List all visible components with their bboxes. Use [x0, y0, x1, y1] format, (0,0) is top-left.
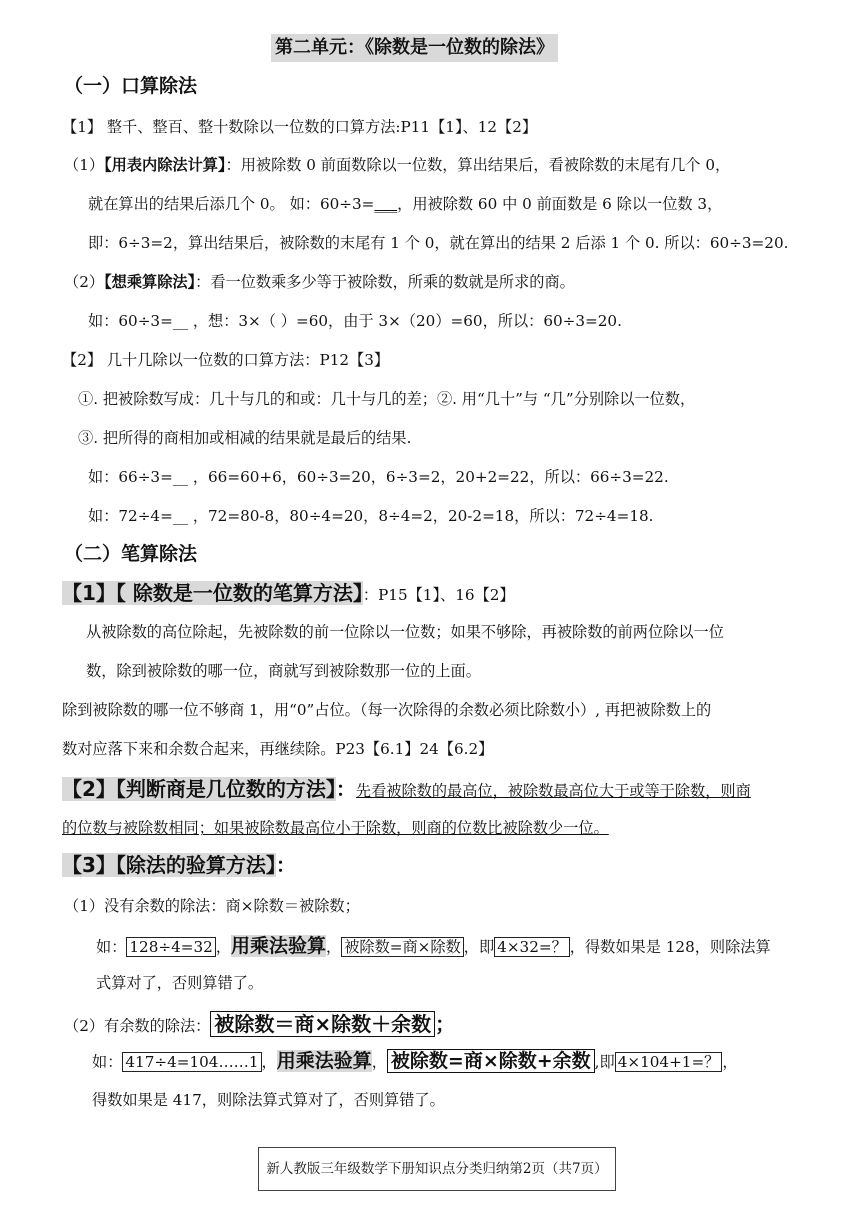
paragraph-line: 除到被除数的哪一位不够商 1，用“0”占位。（每一次除得的余数必须比除数小）, 再把被除数上的 [62, 701, 712, 719]
text: （2） [64, 273, 105, 291]
rule-1-heading: 【1】 整千、整百、整十数除以一位数的口算方法:P11【1】、12【2】 [62, 118, 538, 136]
quotient-digits-heading [62, 776, 751, 804]
case-1-line: （1）没有余数的除法：商×除数＝被除数； [64, 897, 360, 915]
boxed-equation: 4×32=？ [494, 937, 570, 957]
method-2-line [64, 272, 575, 292]
underlined-text: 的位数与被除数相同；如果被除数最高位小于除数，则商的位数比被除数少一位。 [62, 819, 609, 837]
boxed-formula: 被除数=商×除数+余数 [387, 1049, 595, 1073]
step-line: ①. 把被除数写成：几十与几的和或：几十与几的差；②. 用“几十”与 “几”分别除以一位数， [78, 390, 696, 408]
text: ，得数如果是 128，则除法算 [569, 938, 771, 956]
example-line: 如：72÷4=__ ，72=80-8，80÷4=20，8÷4=2，20-2=18，所以：72÷4=18. [88, 507, 654, 525]
boxed-equation: 4×104+1=？ [615, 1052, 723, 1072]
page-title: 第二单元：《除数是一位数的除法》 [271, 34, 558, 62]
paragraph-line: 式算对了，否则算错了。 [96, 974, 264, 992]
case-2-line [64, 1010, 455, 1040]
method-1-line [64, 155, 730, 175]
text: 如： [96, 938, 127, 956]
written-method-label: 【1】【 除数是一位数的笔算方法】 [62, 581, 363, 605]
text: ,即 [594, 1053, 615, 1071]
text: ： [335, 777, 356, 801]
text: （2）有余数的除法： [64, 1017, 211, 1035]
text: ； [435, 1012, 456, 1036]
case-2-example: 如： 417÷4=104……1 ，用乘法验算， 被除数=商×除数+余数 ,即 4×104+1=？ ， [92, 1050, 738, 1072]
text: （1） [64, 156, 105, 174]
text: ：P15【1】、16【2】 [362, 586, 515, 604]
paragraph-line [88, 194, 722, 214]
boxed-equation: 128÷4=32 [126, 937, 215, 957]
paragraph-line: 数，除到被除数的哪一位，商就写到被除数那一位的上面。 [86, 662, 481, 680]
boxed-formula: 被除数=商×除数 [341, 937, 464, 957]
paragraph-line: 得数如果是 417，则除法算式算对了，否则算错了。 [92, 1091, 445, 1109]
text: ，即 [463, 938, 495, 956]
multiply-check-label: 用乘法验算 [231, 935, 327, 957]
text: 就在算出的结果后添几个 0。 如：60÷3= [88, 195, 375, 213]
paragraph-line: 从被除数的高位除起，先被除数的前一位除以一位数；如果不够除，再被除数的前两位除以一位 [86, 623, 724, 641]
case-1-example: 如： 128÷4=32 ，用乘法验算， 被除数=商×除数 ，即 4×32=？ ，得数如果是 128，则除法算 [96, 935, 771, 957]
written-method-heading [62, 580, 515, 608]
page-footer: 新人教版三年级数学下册知识点分类归纳第2页（共7页） [258, 1147, 616, 1191]
text: ：用被除数 0 前面数除以一位数，算出结果后，看被除数的末尾有几个 0， [225, 156, 731, 174]
step-line: ③. 把所得的商相加或相减的结果就是最后的结果. [78, 429, 412, 447]
text: 如： [92, 1053, 123, 1071]
method-1-label: 【用表内除法计算】 [104, 156, 226, 174]
section-heading-oral-division: （一）口算除法 [64, 75, 198, 97]
example-line: 如：66÷3=__ ，66=60+6，60÷3=20，6÷3=2，20+2=22，所以：66÷3=22. [88, 468, 669, 486]
text: ： [275, 853, 296, 877]
text: ，用被除数 60 中 0 前面数是 6 除以一位数 3， [397, 195, 723, 213]
underlined-text: 先看被除数的最高位，被除数最高位大于或等于除数，则商 [355, 782, 751, 800]
section-heading-written-division: （二）笔算除法 [64, 543, 198, 565]
quotient-digits-label: 【2】【判断商是几位数的方法】 [62, 777, 336, 801]
verification-label: 【3】【除法的验算方法】 [62, 853, 276, 877]
answer-blank: ___ [374, 195, 398, 213]
multiply-check-label: 用乘法验算 [276, 1050, 372, 1072]
rule-2-heading: 【2】 几十几除以一位数的口算方法：P12【3】 [62, 351, 390, 369]
method-2-label: 【想乘算除法】 [104, 273, 196, 291]
paragraph-line: 数对应落下来和余数合起来，再继续除。P23【6.1】24【6.2】 [62, 740, 494, 758]
text: ：看一位数乘多少等于被除数，所乘的数就是所求的商。 [195, 273, 575, 291]
boxed-formula: 被除数＝商×除数＋余数 [210, 1011, 435, 1037]
paragraph-line: 即：6÷3=2，算出结果后，被除数的末尾有 1 个 0，就在算出的结果 2 后添 1 个 0. 所以：60÷3=20. [88, 234, 789, 252]
boxed-equation: 417÷4=104……1 [122, 1052, 261, 1072]
verification-heading [62, 852, 296, 880]
example-line: 如：60÷3=__ ，想：3×（ ）=60，由于 3×（20）=60，所以：60÷3=20. [88, 312, 622, 330]
